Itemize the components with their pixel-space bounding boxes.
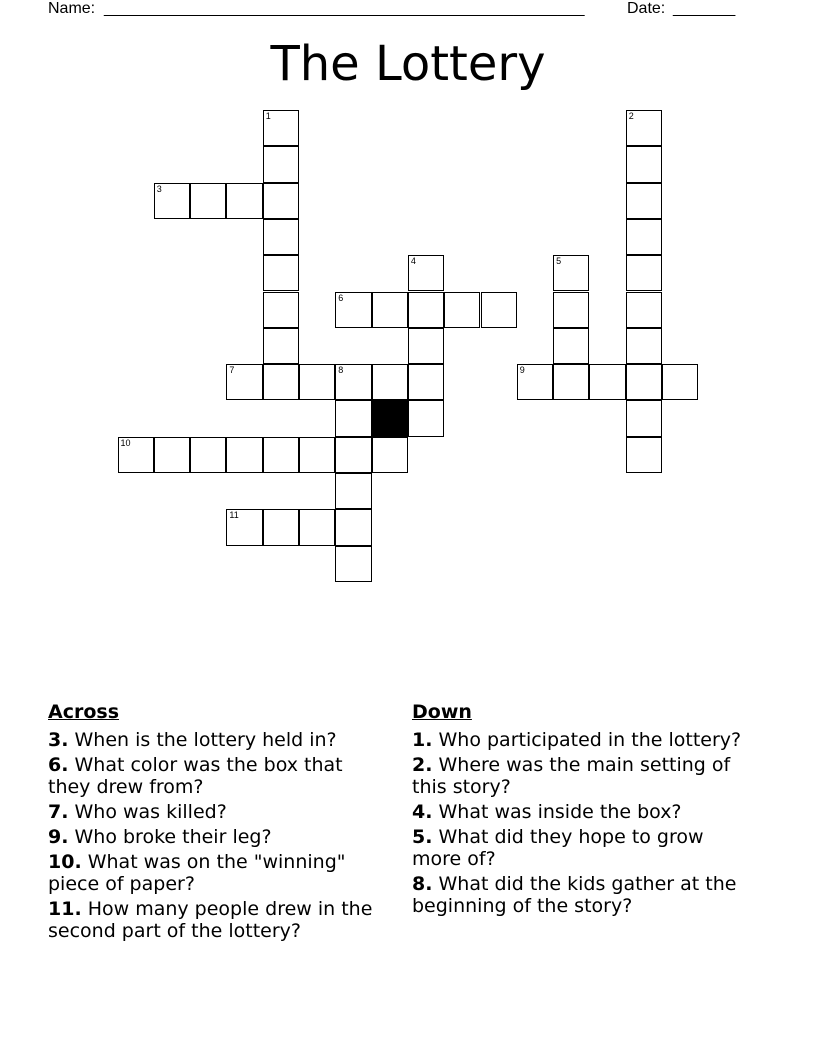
crossword-cell[interactable] (335, 473, 371, 509)
black-square (372, 400, 408, 436)
clue-number: 10. (48, 851, 82, 873)
crossword-cell[interactable] (154, 183, 190, 219)
clue-number: 3 (156, 183, 162, 194)
crossword-cell[interactable] (263, 110, 299, 146)
crossword-cell[interactable] (626, 183, 662, 219)
clue-number: 6 (338, 292, 344, 303)
across-clue (48, 801, 388, 823)
crossword-cell[interactable] (226, 183, 262, 219)
crossword-cell[interactable] (626, 400, 662, 436)
clue-text: What was inside the box? (438, 801, 682, 823)
clue-number: 8 (338, 365, 344, 376)
date-label: Date: (627, 0, 666, 17)
crossword-cell[interactable] (408, 292, 444, 328)
crossword-cell[interactable] (372, 364, 408, 400)
crossword-cell[interactable] (299, 509, 335, 545)
crossword-cell[interactable] (335, 400, 371, 436)
crossword-cell[interactable] (263, 509, 299, 545)
crossword-cell[interactable] (190, 183, 226, 219)
crossword-cell[interactable] (263, 255, 299, 291)
crossword-cell[interactable] (263, 183, 299, 219)
across-clue (48, 851, 388, 895)
crossword-cell[interactable] (263, 292, 299, 328)
clue-number: 1. (412, 729, 433, 751)
clue-text: Who was killed? (74, 801, 227, 823)
clue-number: 10 (120, 437, 131, 448)
crossword-cell[interactable] (589, 364, 625, 400)
crossword-cell[interactable] (299, 437, 335, 473)
across-clue (48, 826, 388, 848)
crossword-cell[interactable] (263, 219, 299, 255)
clue-text: How many people drew in the second part of the lottery? (48, 898, 373, 942)
crossword-cell[interactable] (626, 110, 662, 146)
crossword-cell[interactable] (226, 509, 262, 545)
crossword-cell[interactable] (408, 400, 444, 436)
crossword-cell[interactable] (263, 146, 299, 182)
crossword-cell[interactable] (335, 292, 371, 328)
crossword-cell[interactable] (154, 437, 190, 473)
crossword-cell[interactable] (553, 255, 589, 291)
clue-number: 11. (48, 898, 82, 920)
down-clue (412, 754, 752, 798)
crossword-cell[interactable] (408, 328, 444, 364)
clue-number: 5 (556, 256, 562, 267)
across-clue (48, 729, 388, 751)
crossword-cell[interactable] (335, 546, 371, 582)
clue-text: What did the kids gather at the beginning of the story? (412, 873, 737, 917)
crossword-cell[interactable] (626, 328, 662, 364)
clue-text: Where was the main setting of this story? (412, 754, 731, 798)
crossword-cell[interactable] (517, 364, 553, 400)
crossword-cell[interactable] (626, 219, 662, 255)
crossword-cell[interactable] (626, 292, 662, 328)
crossword-cell[interactable] (263, 364, 299, 400)
clue-number: 3. (48, 729, 69, 751)
across-clue-list (48, 729, 388, 942)
down-clues (412, 701, 752, 920)
clue-text: What was on the "winning" piece of paper? (48, 851, 346, 895)
clue-number: 4. (412, 801, 433, 823)
clue-number: 2 (628, 111, 634, 121)
across-heading: Across (48, 701, 120, 723)
crossword-cell[interactable] (626, 146, 662, 182)
clue-number: 1 (265, 111, 271, 121)
across-clue (48, 898, 388, 942)
clue-number: 6. (48, 754, 69, 776)
clue-text: Who broke their leg? (74, 826, 272, 848)
crossword-cell[interactable] (408, 255, 444, 291)
clue-number: 7 (229, 365, 235, 376)
down-heading: Down (412, 701, 472, 723)
crossword-cell[interactable] (372, 292, 408, 328)
down-clue (412, 826, 752, 870)
down-clue (412, 873, 752, 917)
clue-number: 9 (519, 365, 525, 376)
crossword-cell[interactable] (226, 364, 262, 400)
crossword-cell[interactable] (263, 437, 299, 473)
clue-number: 7. (48, 801, 69, 823)
clue-text: What did they hope to grow more of? (412, 826, 704, 870)
name-label: Name: (48, 0, 96, 17)
crossword-cell[interactable] (444, 292, 480, 328)
clue-text: Who participated in the lottery? (438, 729, 742, 751)
clue-number: 8. (412, 873, 433, 895)
date-field-line[interactable]: _______ (673, 0, 736, 17)
crossword-cell[interactable] (335, 364, 371, 400)
crossword-cell[interactable] (190, 437, 226, 473)
name-field-line[interactable]: ______________________________________________________ (104, 0, 585, 17)
across-clue (48, 754, 388, 798)
crossword-cell[interactable] (553, 328, 589, 364)
crossword-cell[interactable] (299, 364, 335, 400)
page-title: The Lottery (270, 36, 546, 92)
crossword-cell[interactable] (372, 437, 408, 473)
crossword-cell[interactable] (662, 364, 698, 400)
crossword-cell[interactable] (481, 292, 517, 328)
crossword-cell[interactable] (335, 437, 371, 473)
crossword-cell[interactable] (626, 255, 662, 291)
clue-number: 2. (412, 754, 433, 776)
down-clue-list (412, 729, 752, 917)
clue-number: 11 (229, 510, 239, 521)
crossword-cell[interactable] (226, 437, 262, 473)
crossword-cell[interactable] (118, 437, 154, 473)
crossword-cell[interactable] (626, 364, 662, 400)
crossword-cell[interactable] (553, 292, 589, 328)
down-clue (412, 801, 752, 823)
crossword-cell[interactable] (626, 437, 662, 473)
crossword-cell[interactable] (553, 364, 589, 400)
clue-text: When is the lottery held in? (74, 729, 337, 751)
clue-number: 5. (412, 826, 433, 848)
down-clue (412, 729, 752, 751)
crossword-cell[interactable] (263, 328, 299, 364)
crossword-cell[interactable] (408, 364, 444, 400)
across-clues (48, 701, 388, 945)
clue-text: What color was the box that they drew from? (48, 754, 343, 798)
clue-number: 9. (48, 826, 69, 848)
clue-number: 4 (410, 256, 416, 267)
crossword-cell[interactable] (335, 509, 371, 545)
